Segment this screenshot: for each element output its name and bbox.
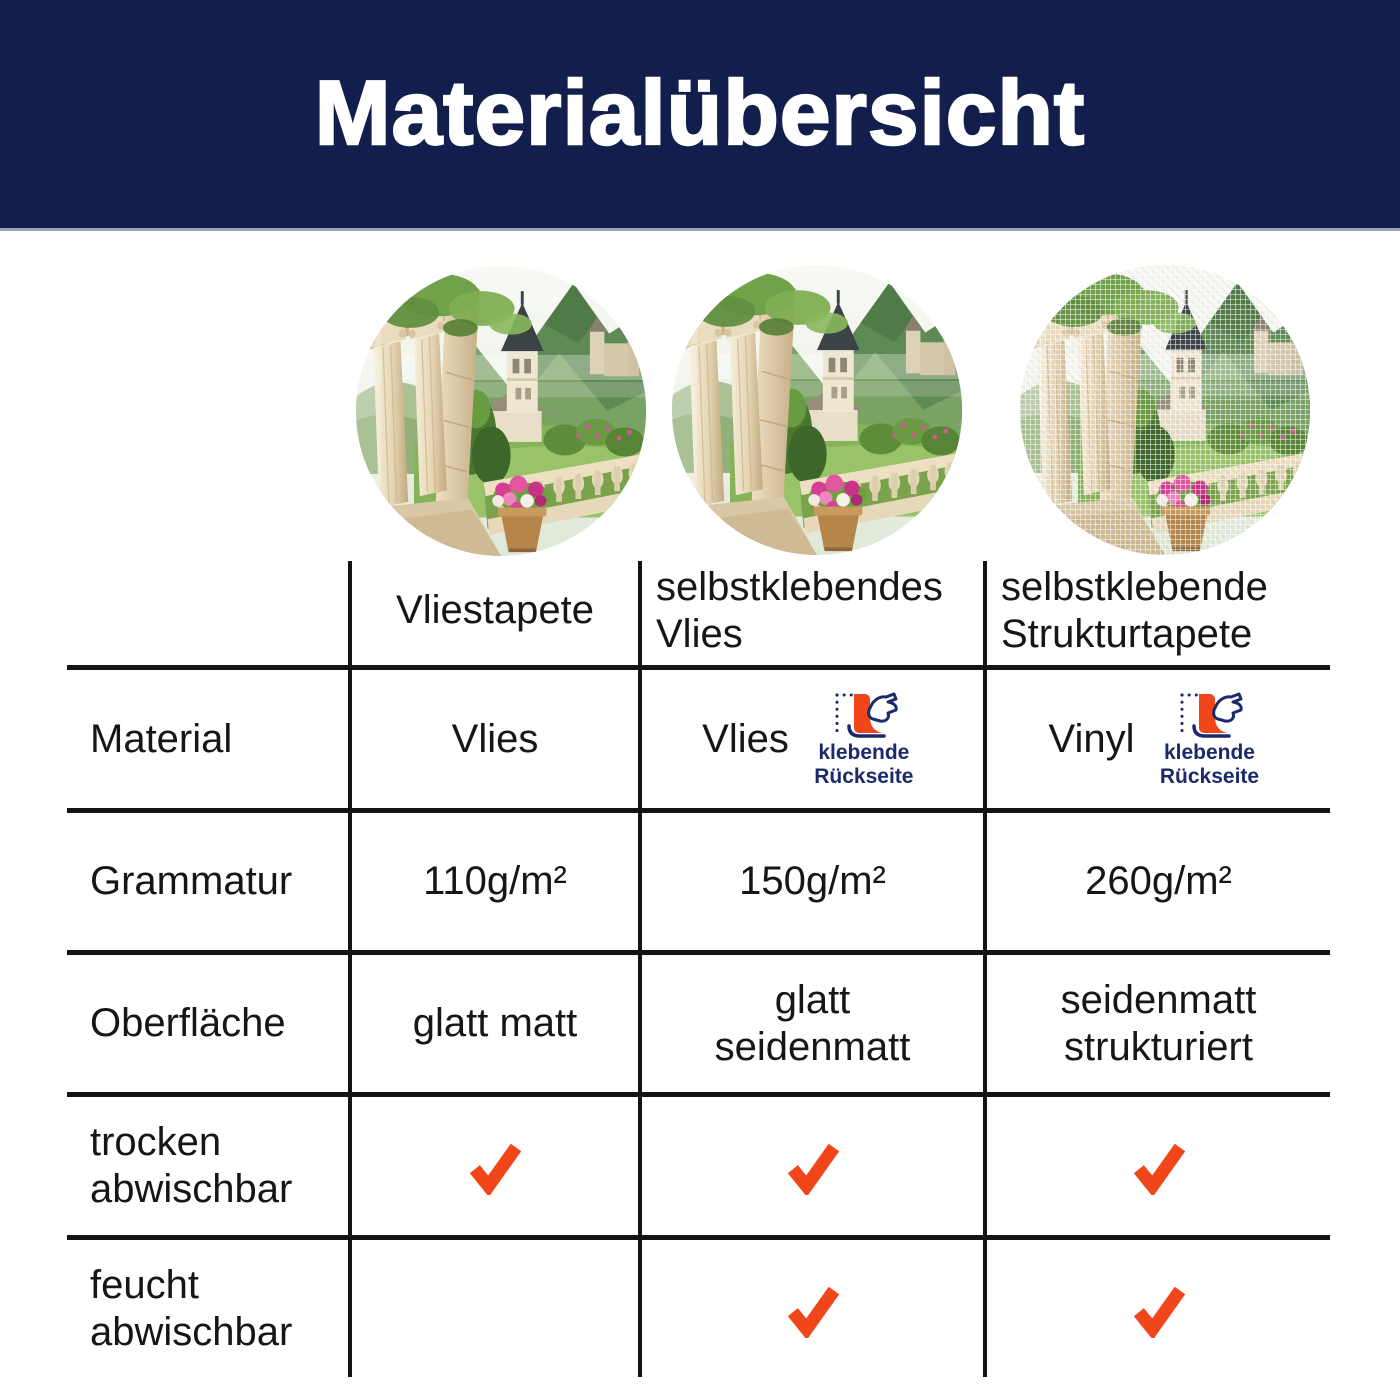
check-icon [1130, 1137, 1188, 1195]
cell-grammatur-vliestapete: 110g/m² [423, 859, 567, 903]
wallpaper-scene-image [1020, 265, 1310, 555]
check-icon [466, 1137, 524, 1195]
row-label-feucht-abwischbar: feucht abwischbar [90, 1262, 293, 1354]
column-header-vliestapete: Vliestapete [396, 588, 594, 632]
adhesive-backing-badge: klebende Rückseite [805, 689, 923, 789]
page-title: Materialübersicht [314, 63, 1086, 164]
row-label-oberflaeche: Oberfläche [90, 1001, 286, 1045]
cell-grammatur-strukturtapete: 260g/m² [1085, 859, 1232, 903]
peel-sticker-icon [1172, 689, 1246, 741]
check-icon [784, 1137, 842, 1195]
cell-oberflaeche-strukturtapete: seidenmatt strukturiert [1060, 977, 1257, 1069]
check-icon [1130, 1280, 1188, 1338]
product-image-selbstklebendes-vlies [672, 265, 962, 555]
product-image-vliestapete [356, 266, 646, 556]
wallpaper-scene-image [672, 265, 962, 555]
cell-feucht-selbstklebendes-vlies [642, 1240, 983, 1377]
check-icon [784, 1280, 842, 1338]
cell-oberflaeche-vliestapete: glatt matt [412, 1001, 578, 1045]
row-label-grammatur: Grammatur [90, 859, 293, 903]
cell-trocken-strukturtapete [987, 1097, 1330, 1235]
cell-feucht-strukturtapete [987, 1240, 1330, 1377]
cell-trocken-vliestapete [352, 1097, 638, 1235]
title-bar [0, 0, 1400, 231]
product-image-strukturtapete [1020, 265, 1310, 555]
column-header-strukturtapete: selbstklebende Strukturtapete [1001, 564, 1268, 656]
cell-material-selbstklebendes-vlies: Vlies klebende Rückseite [642, 670, 983, 808]
cell-feucht-vliestapete [352, 1240, 638, 1377]
peel-sticker-icon [827, 689, 901, 741]
cell-trocken-selbstklebendes-vlies [642, 1097, 983, 1235]
cell-material-strukturtapete: Vinyl klebende Rückseite [987, 670, 1330, 808]
wallpaper-scene-image [356, 266, 646, 556]
adhesive-backing-badge: klebende Rückseite [1150, 689, 1268, 789]
cell-grammatur-selbstklebendes-vlies: 150g/m² [739, 859, 886, 903]
column-header-selbstklebendes-vlies: selbstklebendes Vlies [656, 564, 943, 656]
row-label-material: Material [90, 716, 233, 761]
row-label-trocken-abwischbar: trocken abwischbar [90, 1120, 293, 1211]
cell-oberflaeche-selbstklebendes-vlies: glatt seidenmatt [714, 977, 911, 1069]
cell-material-vliestapete: Vlies [451, 716, 539, 761]
